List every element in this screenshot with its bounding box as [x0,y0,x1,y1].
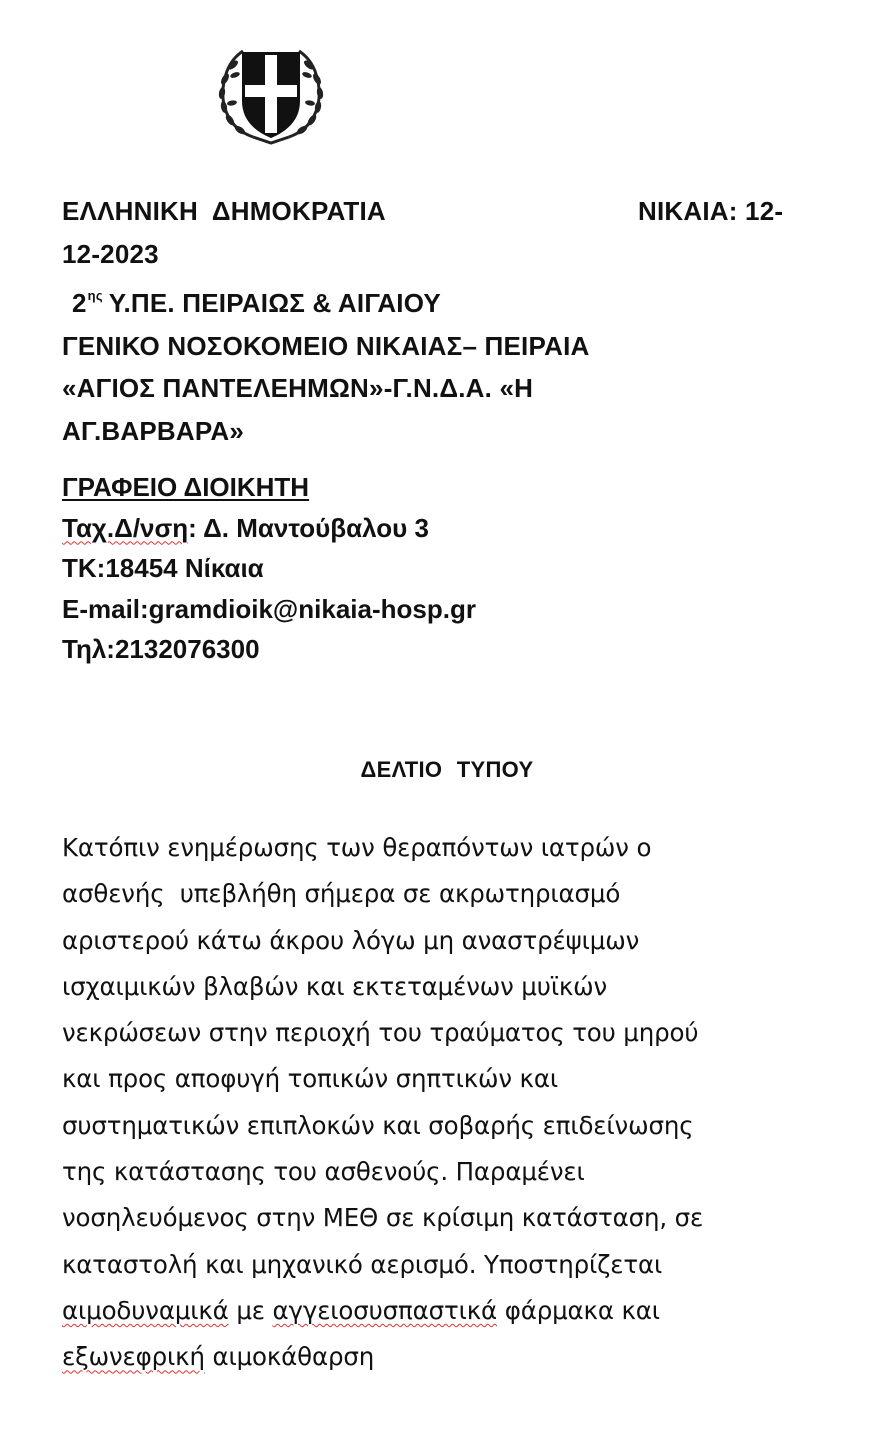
body-line: και προς αποφυγή τοπικών σηπτικών και [62,1064,558,1094]
body-line: νοσηλευόμενος στην ΜΕΘ σε κρίσιμη κατάσταση, σε [62,1203,704,1233]
contact-block [62,467,476,670]
hospital-name-line-1: ΓΕΝΙΚΟ ΝΟΣΟΚΟΜΕΙΟ ΝΙΚΑΙΑΣ– ΠΕΙΡΑΙΑ [62,330,590,361]
spellcheck-word: αιμοδυναμικά [62,1295,229,1325]
body-line: ασθενής υπεβλήθη σήμερα σε ακρωτηριασμό [62,879,621,909]
body-line: νεκρώσεων στην περιοχή του τραύματος του μηρού [62,1018,699,1048]
body-line: συστηματικών επιπλοκών και σοβαρής επιδείνωσης [62,1110,694,1140]
body-line: καταστολή και μηχανικό αερισμό. Υποστηρίζεται [62,1249,663,1279]
address-value: : Δ. Μαντούβαλου 3 [188,512,429,543]
title-word-2: ΤΥΠΟΥ [456,757,534,782]
spellcheck-word: εξωνεφρική [62,1342,205,1372]
office-name: ΓΡΑΦΕΙΟ ΔΙΟΙΚΗΤΗ [62,472,310,502]
body-line [62,1288,832,1334]
health-region-line [62,275,822,325]
emblem-graphic [213,45,329,145]
body-line: της κατάστασης του ασθενούς. Παραμένει [62,1157,585,1187]
email-line: E-mail:gramdioik@nikaia-hosp.gr [62,593,476,624]
body-line: Κατόπιν ενημέρωσης των θεραπόντων ιατρών ο [62,833,652,862]
body-text: αιμοκάθαρση [204,1342,375,1372]
spellcheck-word: αγγειοσυσπαστικά [272,1295,498,1325]
press-release-body [62,825,832,1381]
body-text: φάρμακα και [497,1295,660,1325]
address-label: Ταχ.Δ/νση [62,512,189,543]
body-line [62,1334,832,1380]
republic-name: ΕΛΛΗΝΙΚΗ ΔΗΜΟΚΡΑΤΙΑ [62,196,386,226]
health-region-number: 2 [72,288,87,318]
greek-coat-of-arms-icon [213,45,329,145]
body-line: ισχαιμικών βλαβών και εκτεταμένων μυϊκών [62,971,608,1001]
place-date: ΝΙΚΑΙΑ: 12- [638,196,784,226]
title-word-1: ΔΕΛΤΙΟ [360,757,443,782]
phone-line: Τηλ:2132076300 [62,634,260,664]
document-header [62,190,822,452]
health-region-name: Υ.ΠΕ. ΠΕΙΡΑΙΩΣ & ΑΙΓΑΙΟΥ [108,288,441,318]
body-line: αριστερού κάτω άκρου λόγω μη αναστρέψιμων [62,925,640,955]
press-release-title [0,752,886,788]
hospital-name-line-2: «ΑΓΙΟΣ ΠΑΝΤΕΛΕΗΜΩΝ»-Γ.Ν.Δ.Α. «Η [62,373,534,403]
body-text: με [228,1295,273,1325]
date-continuation: 12-2023 [62,238,159,269]
postal-code-line: ΤΚ:18454 Νίκαια [62,553,264,583]
hospital-name-line-3: ΑΓ.ΒΑΡΒΑΡΑ» [62,415,245,446]
address-line [62,508,476,549]
health-region-ordinal: ης [87,288,103,303]
